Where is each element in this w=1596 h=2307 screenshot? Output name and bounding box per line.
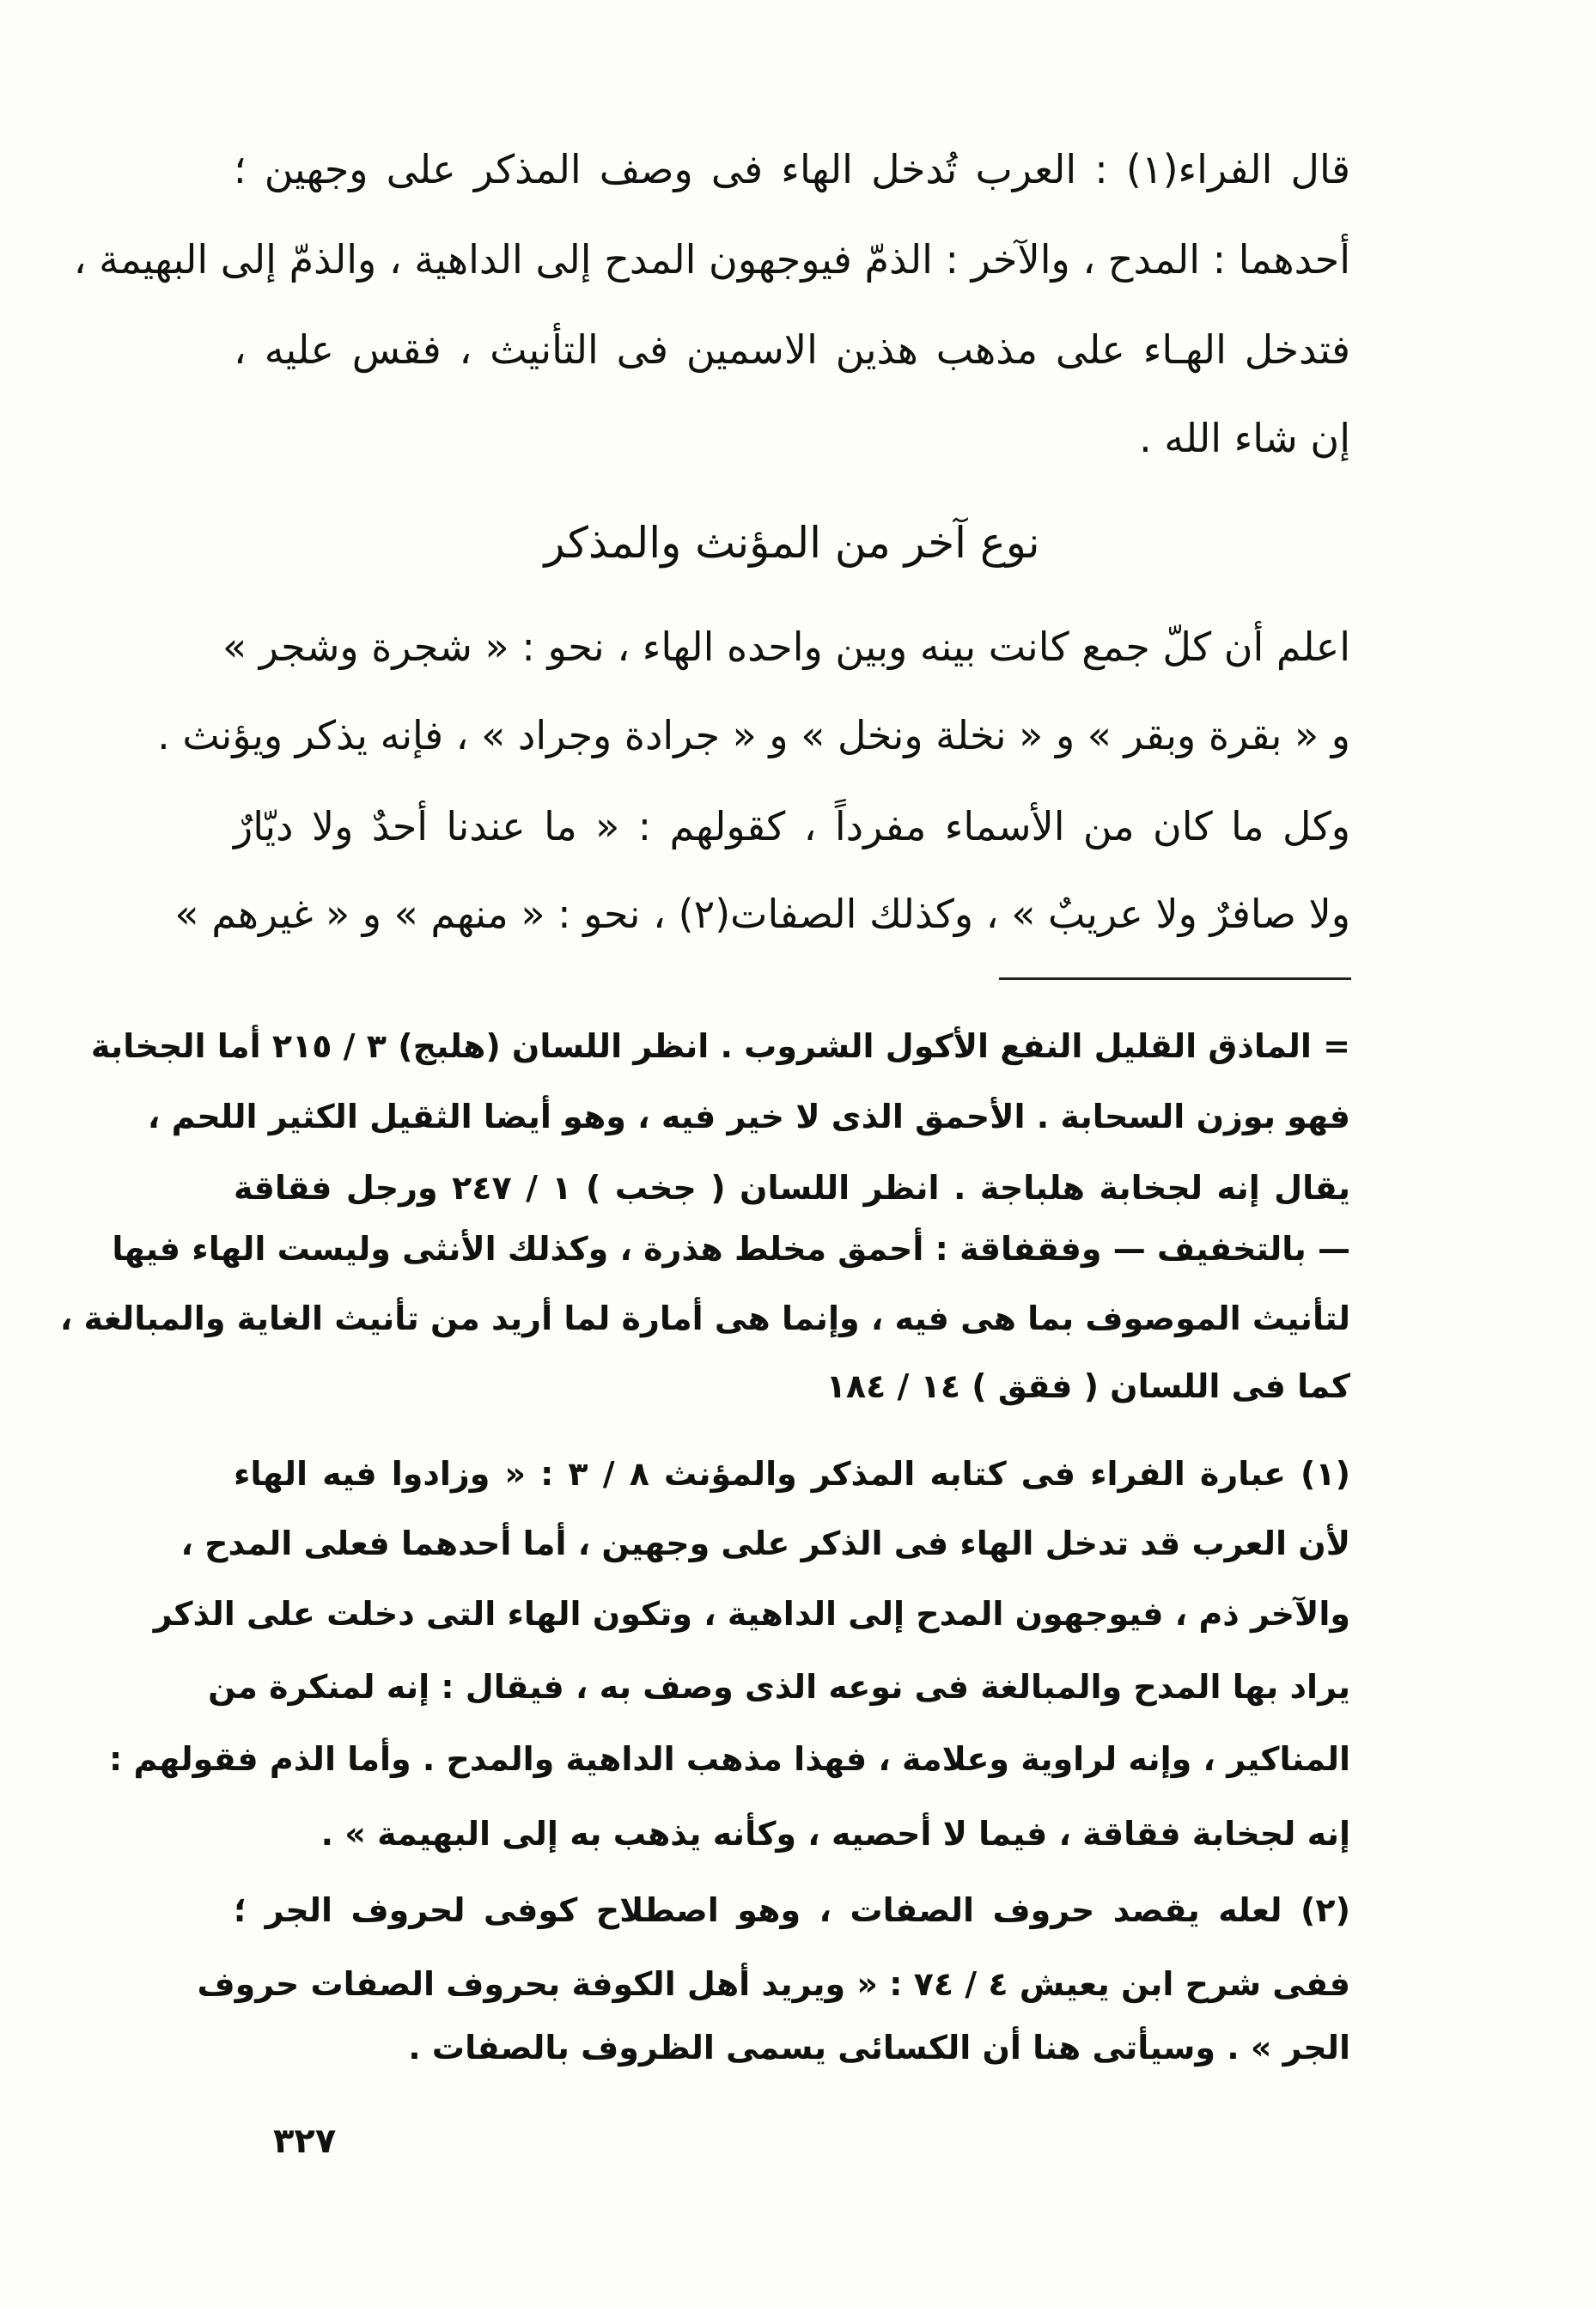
page-number: ٣٢٧ <box>273 2121 337 2161</box>
footnote-line: فهو بوزن السحابة . الأحمق الذى لا خير فيه ، وهو أيضا الثقيل الكثير اللحم ، <box>147 1098 1350 1135</box>
footnote-line: يراد بها المدح والمبالغة فى نوعه الذى وصف به ، فيقال : إنه لمنكرة من <box>208 1668 1350 1706</box>
text-line: أحدهما : المدح ، والآخر : الذمّ فيوجهون المدح إلى الداهية ، والذمّ إلى البهيمة ، <box>73 236 1350 283</box>
footnote-line: لتأنيث الموصوف بما هى فيه ، وإنما هى أمارة لما أريد من تأنيث الغاية والمبالغة ، <box>59 1300 1350 1337</box>
footnote-line: (١) عبارة الفراء فى كتابه المذكر والمؤنث ٨ / ٣ : « وزادوا فيه الهاء <box>234 1455 1350 1493</box>
footnote-line: المناكير ، وإنه لراوية وعلامة ، فهذا مذهب الداهية والمدح . وأما الذم فقولهم : <box>109 1740 1350 1778</box>
text-line: ولا صافرٌ ولا عريبٌ » ، وكذلك الصفات(٢) ، نحو : « منهم » و « غيرهم » <box>174 891 1350 937</box>
footnote-line: كما فى اللسان ( فقق ) ١٤ / ١٨٤ <box>825 1367 1350 1405</box>
footnote-line: الجر » . وسيأتى هنا أن الكسائى يسمى الظروف بالصفات . <box>408 2029 1350 2067</box>
text-line: فتدخل الهـاء على مذهب هذين الاسمين فى التأنيث ، فقس عليه ، <box>234 326 1350 373</box>
text-line: قال الفراء(١) : العرب تُدخل الهاء فى وصف المذكر على وجهين ؛ <box>234 146 1350 192</box>
footnote-line: يقال إنه لجخابة هلباجة . انظر اللسان ( جخب ) ١ / ٢٤٧ ورجل فقاقة <box>234 1169 1351 1207</box>
text-line: و « بقرة وبقر » و « نخلة ونخل » و « جرادة وجراد » ، فإنه يذكر ويؤنث . <box>157 712 1350 758</box>
footnote-line: = الماذق القليل النفع الأكول الشروب . انظر اللسان (هلبج) ٣ / ٢١٥ أما الجخابة <box>90 1027 1350 1065</box>
footnote-line: — بالتخفيف — وفقفاقة : أحمق مخلط هذرة ، وكذلك الأنثى وليست الهاء فيها <box>112 1230 1350 1268</box>
footnote-line: إنه لجخابة فقاقة ، فيما لا أحصيه ، وكأنه يذهب به إلى البهيمة » . <box>320 1815 1350 1853</box>
footnote-line: والآخر ذم ، فيوجهون المدح إلى الداهية ، وتكون الهاء التى دخلت على الذكر <box>153 1595 1350 1633</box>
footnote-line: ففى شرح ابن يعيش ٤ / ٧٤ : « ويريد أهل الكوفة بحروف الصفات حروف <box>197 1965 1350 2003</box>
section-heading: نوع آخر من المؤنث والمذكر <box>544 518 1040 568</box>
footnote-line: (٢) لعله يقصد حروف الصفات ، وهو اصطلاح كوفى لحروف الجر ؛ <box>234 1891 1350 1929</box>
footnote-line: لأن العرب قد تدخل الهاء فى الذكر على وجهين ، أما أحدهما فعلى المدح ، <box>180 1525 1350 1562</box>
text-line: وكل ما كان من الأسماء مفرداً ، كقولهم : « ما عندنا أحدٌ ولا ديّارٌ <box>234 803 1350 849</box>
text-line: اعلم أن كلّ جمع كانت بينه وبين واحده الهاء ، نحو : « شجرة وشجر » <box>222 624 1350 670</box>
footnote-divider <box>999 977 1351 980</box>
text-line: إن شاء الله . <box>1139 415 1350 461</box>
